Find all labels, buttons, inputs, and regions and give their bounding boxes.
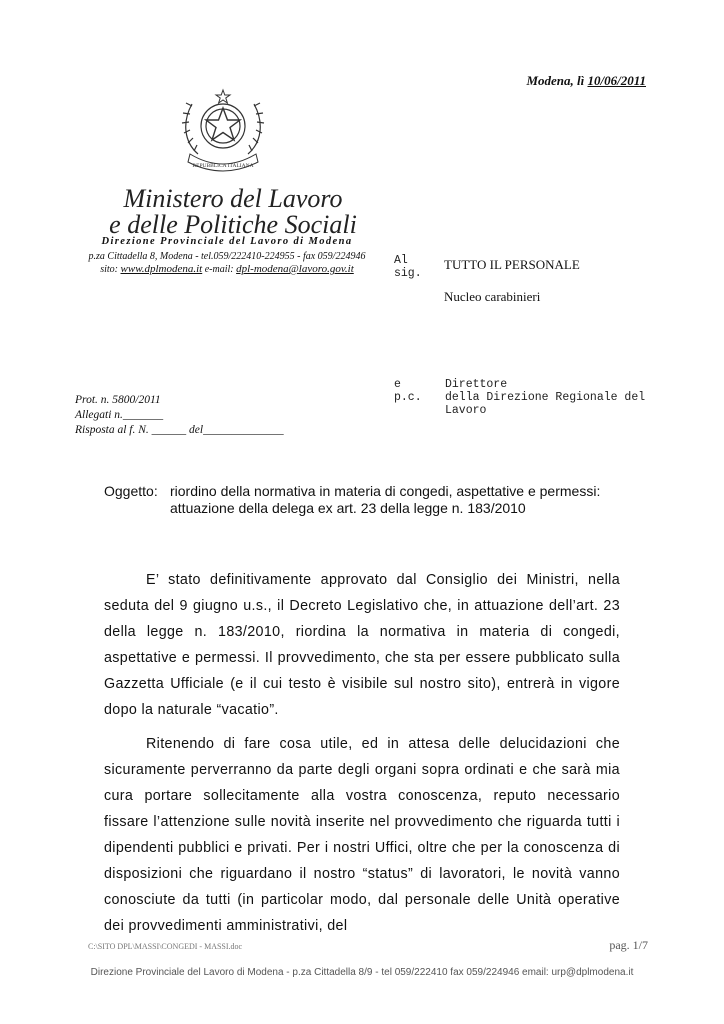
place-prefix: Modena, lì (526, 73, 588, 88)
ministry-line-2: e delle Politiche Sociali (109, 210, 357, 239)
republic-emblem-icon (176, 84, 270, 176)
cc-line-2: della Direzione Regionale del (445, 391, 646, 404)
email-link[interactable]: dpl-modena@lavoro.gov.it (236, 263, 354, 275)
direzione-name: Direzione Provinciale del Lavoro di Modena (101, 236, 353, 247)
letter-date (526, 73, 646, 89)
cc-line-1: Direttore (445, 378, 508, 391)
cc-recipient (445, 378, 645, 417)
al-label: Al (394, 254, 408, 267)
emblem-motto: REPUBBLICA ITALIANA (192, 163, 254, 169)
page-number: pag. 1/7 (609, 938, 648, 952)
file-path: C:\SITO DPL\MASSI\CONGEDI - MASSI.doc (88, 942, 243, 951)
ministry-line-1: Ministero del Lavoro (123, 184, 343, 213)
subject-text: riordino della normativa in materia di congedi, aspettative e permessi: attuazione della delega ex art. 23 della legge n. 183/2010 (170, 483, 601, 516)
recipient-secondary: Nucleo carabinieri (444, 289, 541, 304)
pc-label: p.c. (394, 391, 422, 404)
e-label: e (394, 378, 401, 391)
site-link[interactable]: www.dplmodena.it (120, 263, 203, 275)
sender-address (78, 250, 376, 276)
sig-label: sig. (394, 267, 422, 280)
email-label: e-mail: (202, 264, 237, 275)
site-label: sito: (100, 264, 121, 275)
contact-line (78, 263, 376, 276)
subject-label: Oggetto: (104, 483, 158, 499)
letter-body (104, 567, 620, 947)
risposta: Risposta al f. N. ______ del______________ (75, 424, 284, 436)
body-paragraph-2: Ritenendo di fare cosa utile, ed in attesa delle delucidazioni che sicuramente perverranno da parte degli organi sopra ordinati e che sarà mia cura portare sollecitamente alla vostra conoscenza, reputo necessario fissare l’attenzione sulle novità inserite nel provvedimento che riguarda tutti i dipendenti pubblici e privati. Per i nostri Uffici, oltre che per la conoscenza di disposizioni che riguardano il nostro “status” di lavoratori, le novità vanno conosciute da tutti (in particolar modo, dal personale delle Unità operative dei provvedimenti amministrativi, del (104, 736, 620, 934)
prot-number: Prot. n. 5800/2011 (75, 394, 161, 406)
recipient-primary: TUTTO IL PERSONALE (444, 257, 580, 272)
date-value: 10/06/2011 (587, 73, 646, 88)
cc-line-3: Lavoro (445, 404, 487, 417)
protocol-references (75, 393, 284, 438)
recipient-label (394, 254, 422, 280)
body-paragraph-1: E’ stato definitivamente approvato dal Consiglio dei Ministri, nella seduta del 9 giugno u.s., il Decreto Legislativo che, in attuazione dell’art. 23 della legge n. 183/2010, riordina la normativa in materia di congedi, aspettative e permessi. Il provvedimento, che sta per essere pubblicato sulla Gazzetta Ufficiale (e il cui testo è visibile sul nostro sito), entrerà in vigore dopo la naturale “vacatio”. (104, 572, 620, 718)
footer-line: Direzione Provinciale del Lavoro di Modena - p.za Cittadella 8/9 - tel 059/222410 fax 059/224946 email: urp@dplmodena.it (90, 967, 634, 978)
allegati: Allegati n._______ (75, 409, 164, 421)
ministry-name (88, 186, 378, 238)
cc-label (394, 378, 422, 404)
address-line: p.za Cittadella 8, Modena - tel.059/222410-224955 - fax 059/224946 (88, 251, 366, 262)
subject (104, 483, 644, 519)
